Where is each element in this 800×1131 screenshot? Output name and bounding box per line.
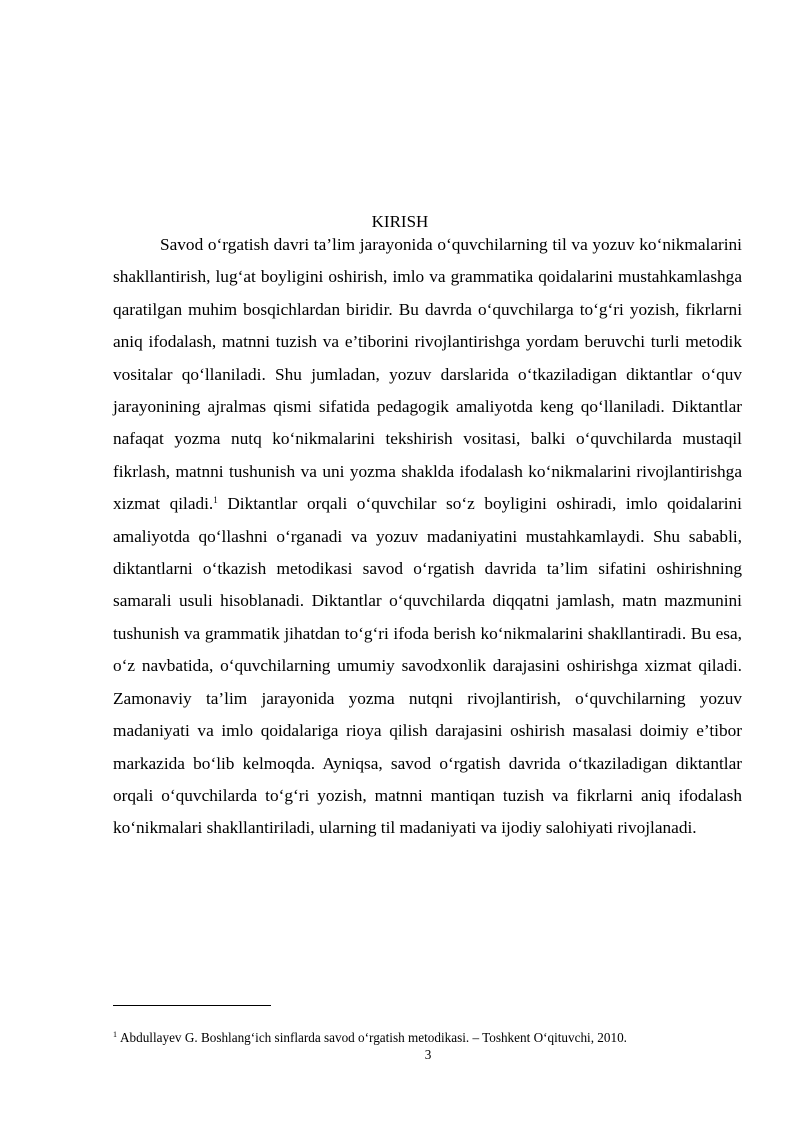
footnote-separator: [113, 1005, 271, 1006]
footnote-reference[interactable]: 1: [213, 495, 218, 506]
page-number: 3: [424, 1047, 432, 1062]
body-text-part-1: Savod o‘rgatish davri ta’lim jarayonida o‘quvchilarning til va yozuv ko‘nikmalarini shakllantirish, lug‘at boyligini oshirish, imlo va grammatika qoidalarini mustahkamlashga qaratilgan muhim bosqichlardan biridir. Bu davrda o‘quvchilarga to‘g‘ri yozish, fikrlarni aniq ifodalash, matnni tuzish va e’tiborini rivojlantirishga yordam beruvchi turli metodik vositalar qo‘llaniladi. Shu jumladan, yozuv darslarida o‘tkaziladigan diktantlar o‘quv jarayonining ajralmas qismi sifatida pedagogik amaliyotda keng qo‘llaniladi. Diktantlar nafaqat yozma nutq ko‘nikmalarini tekshirish vositasi, balki o‘quvchilarda mustaqil fikrlash, matnni tushunish va uni yozma shaklda ifodalash ko‘nikmalarini rivojlantirishga xizmat qiladi.: [113, 235, 742, 514]
section-heading: KIRISH: [371, 212, 429, 231]
body-text-part-2: Diktantlar orqali o‘quvchilar so‘z boyligini oshiradi, imlo qoidalarini amaliyotda qo‘llashni o‘rganadi va yozuv madaniyatini mustahkamlaydi. Shu sababli, diktantlarni o‘tkazish metodikasi savod o‘rgatish davrida ta’lim sifatini oshirishning samarali usuli hisoblanadi. Diktantlar o‘quvchilarda diqqatni jamlash, matn mazmunini tushunish va grammatik jihatdan to‘g‘ri ifoda berish ko‘nikmalarini shakllantiradi. Bu esa, o‘z navbatida, o‘quvchilarning umumiy savodxonlik darajasini oshirishga xizmat qiladi. Zamonaviy ta’lim jarayonida yozma nutqni rivojlantirish, o‘quvchilarning yozuv madaniyati va imlo qoidalariga rioya qilish darajasini oshirish masalasi doimiy e’tibor markazida bo‘lib kelmoqda. Ayniqsa, savod o‘rgatish davrida o‘tkaziladigan diktantlar orqali o‘quvchilarda to‘g‘ri yozish, matnni mantiqan tuzish va fikrlarni aniq ifodalash ko‘nikmalari shakllantiriladi, ularning til madaniyati va ijodiy salohiyati rivojlanadi.: [113, 494, 742, 838]
footnote: [113, 1029, 753, 1047]
footnote-marker: 1: [113, 1030, 117, 1039]
footnote-text: Abdullayev G. Boshlang‘ich sinflarda savod o‘rgatish metodikasi. – Toshkent O‘qituvchi, 2010.: [120, 1030, 627, 1045]
body-paragraph: [113, 229, 742, 845]
